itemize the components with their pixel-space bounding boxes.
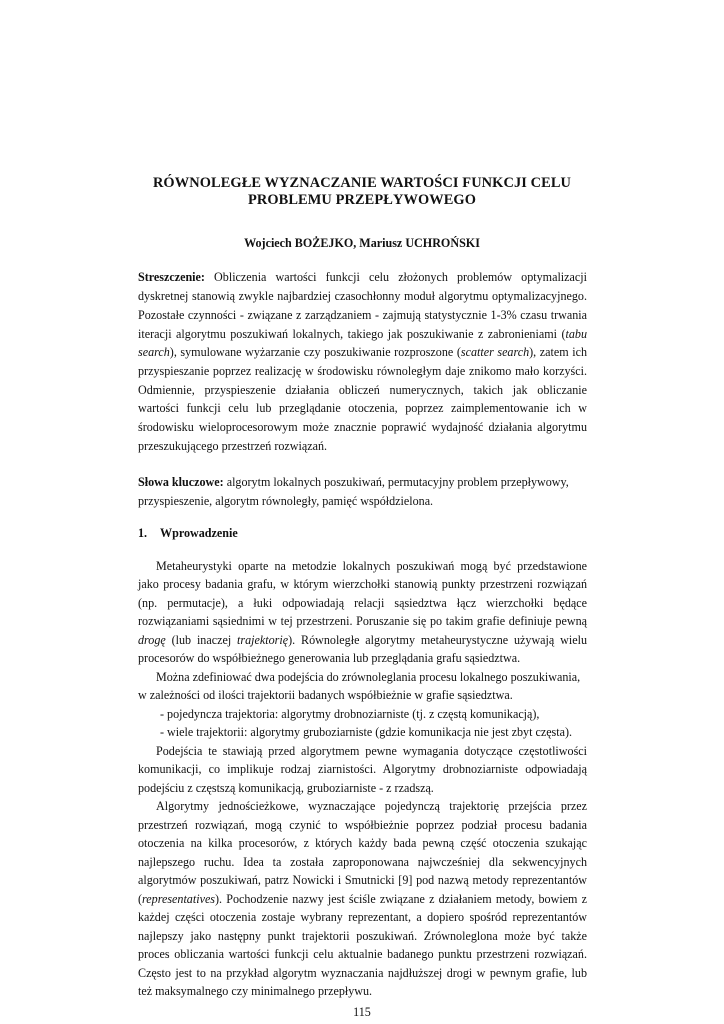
- body-text-span: ). Pochodzenie nazwy jest ściśle związane z działaniem metody, bowiem z: [215, 892, 587, 906]
- body-line: otoczenia na kilka procesorów, z których każdy bada pewną część otoczenia szukając: [138, 836, 587, 850]
- body-line: każdej części otoczenia zostaje wybrany reprezentant, a dopiero spośród reprezentantów: [138, 910, 587, 924]
- body-italic: trajektorię: [237, 633, 289, 647]
- body-line: [138, 633, 587, 648]
- body-line: przestrzeń rozwiązań, mogą czynić to współbieżnie poprzez podział procesu badania: [138, 818, 587, 832]
- page-number: 115: [353, 1005, 371, 1019]
- abstract-text: iteracji algorytmu poszukiwań lokalnych, takiego jak poszukiwanie z zabronieniami (: [138, 327, 566, 341]
- body-line: Często jest to na przykład algorytm wyznaczania najdłuższej drogi w pewnym grafie, lub: [138, 966, 587, 980]
- abstract-italic: tabu: [565, 327, 587, 341]
- body-italic: representatives: [142, 892, 216, 906]
- abstract-italic: scatter search: [460, 345, 530, 359]
- abstract-line: Pozostałe czynności - związane z zarządzaniem - zajmują statystycznie 1-3% czasu trwania: [138, 308, 587, 322]
- body-line: (np. permutacje), a łuki odpowiadają relacji sąsiedztwa łącz wierzchołki będące: [138, 596, 587, 610]
- abstract-text: Obliczenia wartości funkcji celu złożonych problemów optymalizacji: [214, 270, 587, 284]
- abstract-text: ), symulowane wyżarzanie czy poszukiwanie rozproszone (: [169, 345, 461, 359]
- body-line: rozwiązaniami sąsiednimi w tej przestrzeni. Poruszanie się po takim grafie definiuje pewną: [138, 614, 587, 628]
- abstract-line: [138, 345, 587, 360]
- keywords-label: Słowa kluczowe:: [138, 475, 224, 489]
- abstract-line: wartości funkcji celu lub przeglądanie otoczenia, poprzez zaimplementowanie ich w: [138, 401, 587, 415]
- body-line: w zależności od ilości trajektorii badanych współbieżnie w grafie sąsiedztwa.: [138, 688, 513, 702]
- abstract-line: przyspieszanie poprzez realizację w środowisku równoległym daje znikomo mało korzyści.: [138, 364, 587, 378]
- keywords-text: algorytm lokalnych poszukiwań, permutacyjny problem przepływowy,: [226, 475, 569, 489]
- body-italic: drogę: [138, 633, 166, 647]
- body-line: Można zdefiniować dwa podejścia do zrównoleglania procesu lokalnego poszukiwania,: [156, 670, 581, 684]
- keywords-line: [138, 475, 569, 490]
- abstract-line: [138, 327, 587, 342]
- keywords-line: przyspieszenie, algorytm równoległy, pamięć współdzielona.: [138, 494, 434, 508]
- body-line: komunikacji, co implikuje rodzaj ziarnistości. Algorytmy drobnoziarniste odpowiadają: [138, 762, 587, 776]
- body-text-span: (: [138, 892, 143, 906]
- abstract-label: Streszczenie:: [138, 270, 205, 284]
- body-line: proces obliczania wartości funkcji celu aktualnie badanego punktu przestrzeni rozwiązań.: [138, 947, 587, 961]
- body-line: podejściu z częstszą komunikacją, gruboziarniste - z rzadszą.: [138, 781, 434, 795]
- section-number: 1.: [138, 526, 148, 540]
- abstract-italic: search: [138, 345, 170, 359]
- body-line: algorytmów poszukiwań, patrz Nowicki i Smutnicki [9] pod nazwą metody reprezentantów: [138, 873, 587, 887]
- body-text-span: (lub inaczej: [165, 633, 238, 647]
- abstract-line: przeszukującego przestrzeń rozwiązań.: [138, 439, 328, 453]
- body-line: też maksymalnego czy minimalnego przepływu.: [138, 984, 373, 998]
- abstract-line: [138, 270, 587, 285]
- body-line: Algorytmy jednościeżkowe, wyznaczające pojedynczą trajektorię przejścia przez: [156, 799, 587, 813]
- authors: Wojciech BOŻEJKO, Mariusz UCHROŃSKI: [244, 236, 480, 250]
- abstract-line: dyskretnej stanowią zwykle najbardziej czasochłonny moduł algorytmu optymalizacyjnego.: [138, 289, 587, 303]
- bullet-item: - pojedyncza trajektoria: algorytmy drobnoziarniste (tj. z częstą komunikacją),: [160, 707, 540, 721]
- abstract-line: środowisku wieloprocesorowym może znacznie poprawić wydajność działania algorytmu: [138, 420, 587, 434]
- body-line: najlepszego ruchu. Idea ta została zaproponowana najwcześniej dla sekwencyjnych: [138, 855, 587, 869]
- abstract-line: Odmiennie, przyspieszenie działania obliczeń numerycznych, takich jak obliczanie: [138, 383, 587, 397]
- body-text-span: ). Równoległe algorytmy metaheurystyczne używają wielu: [288, 633, 587, 647]
- section-title: Wprowadzenie: [160, 526, 238, 540]
- bullet-item: - wiele trajektorii: algorytmy gruboziarniste (gdzie komunikacja nie jest zbyt częsta).: [160, 725, 573, 739]
- body-line: Podejścia te stawiają przed algorytmem pewne wymagania dotyczące częstotliwości: [156, 744, 587, 758]
- body-line: jako procesy badania grafu, w którym wierzchołki stanowią punkty przestrzeni rozwiązań: [138, 577, 587, 591]
- abstract-text: ), zatem ich: [529, 345, 587, 359]
- body-line: najlepszy jako następny punkt trajektorii poszukiwań. Zrównoleglona może być także: [138, 929, 587, 943]
- section-heading: [138, 526, 238, 541]
- paper-title-line-2: PROBLEMU PRZEPŁYWOWEGO: [247, 192, 477, 208]
- body-line: procesorów do współbieżnego generowania lub przeglądania grafu sąsiedztwa.: [138, 651, 521, 665]
- paper-title-line-1: RÓWNOLEGŁE WYZNACZANIE WARTOŚCI FUNKCJI CELU: [152, 175, 572, 191]
- body-line: [138, 892, 587, 907]
- body-line: Metaheurystyki oparte na metodzie lokalnych poszukiwań mogą być przedstawione: [156, 559, 587, 573]
